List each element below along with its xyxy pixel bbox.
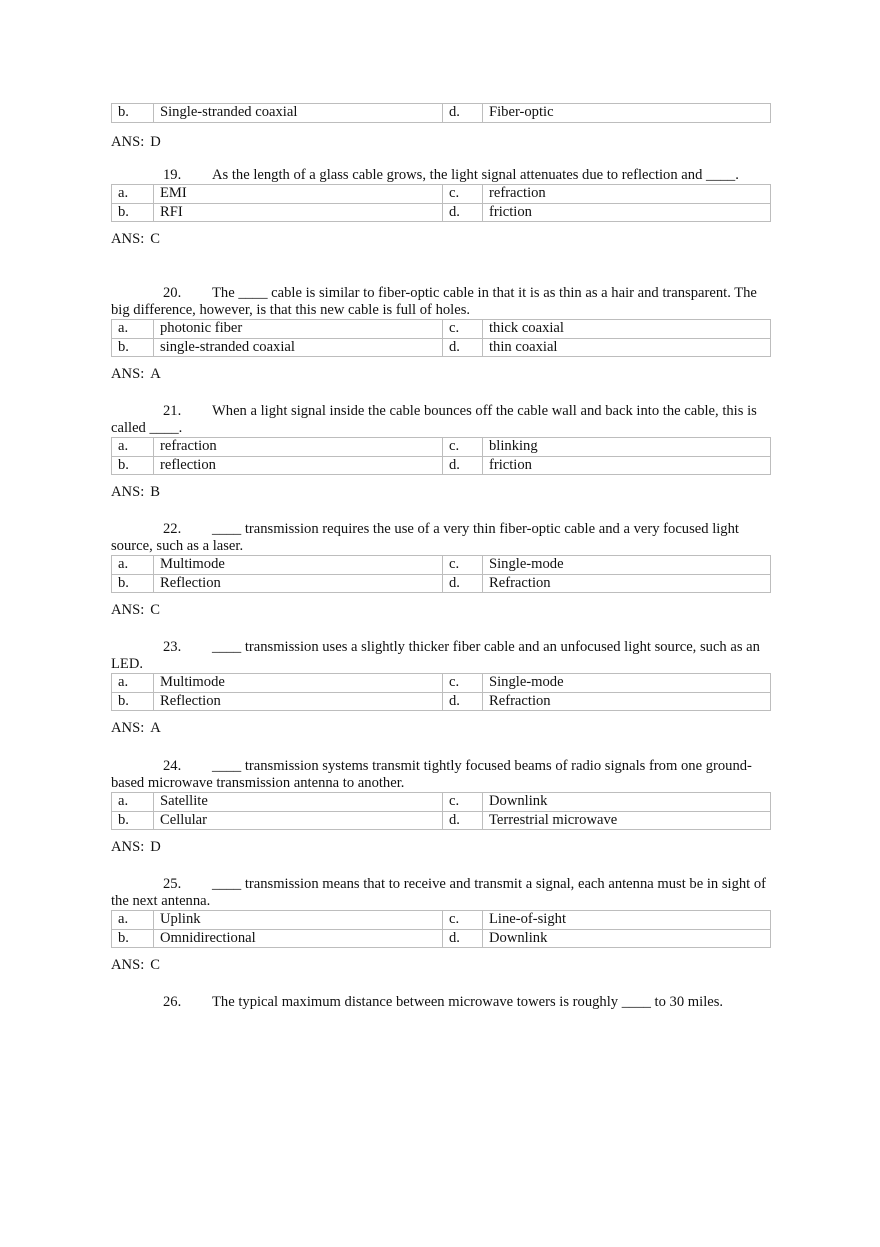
question-block <box>111 639 771 737</box>
option-letter: a. <box>112 320 154 339</box>
options-table <box>111 792 771 830</box>
question-number: 26. <box>163 994 182 1010</box>
option-text: Refraction <box>483 574 771 593</box>
option-text: RFI <box>154 203 443 222</box>
answer-label: ANS: <box>111 484 145 500</box>
options-table <box>111 319 771 357</box>
option-letter: c. <box>443 793 483 812</box>
option-letter: a. <box>112 674 154 693</box>
option-row <box>112 674 771 693</box>
question-number: 19. <box>163 167 182 183</box>
question-number: 25. <box>163 876 182 892</box>
question-block <box>111 758 771 856</box>
option-row <box>112 456 771 475</box>
option-letter: b. <box>112 338 154 357</box>
answer-value: D <box>150 133 161 150</box>
option-text: Terrestrial microwave <box>483 811 771 830</box>
option-text: Single-stranded coaxial <box>154 104 443 123</box>
option-text: Line-of-sight <box>483 911 771 930</box>
question-block <box>111 994 771 1011</box>
answer-label: ANS: <box>111 839 145 855</box>
option-letter: c. <box>443 674 483 693</box>
option-row <box>112 692 771 711</box>
option-text: Refraction <box>483 692 771 711</box>
question-text-line <box>111 285 771 319</box>
option-text: Fiber-optic <box>483 104 771 123</box>
option-letter: d. <box>443 574 483 593</box>
answer-label: ANS: <box>111 231 145 247</box>
question-text-line <box>111 876 771 910</box>
option-text: Single-mode <box>483 674 771 693</box>
answer-value: D <box>150 839 161 855</box>
answer-label: ANS: <box>111 720 145 736</box>
option-text: Single-mode <box>483 556 771 575</box>
option-row <box>112 338 771 357</box>
question-block <box>111 403 771 501</box>
option-text: Cellular <box>154 811 443 830</box>
option-text: thick coaxial <box>483 320 771 339</box>
question-number: 20. <box>163 285 182 301</box>
option-letter: d. <box>443 456 483 475</box>
option-text: blinking <box>483 438 771 457</box>
option-letter: c. <box>443 185 483 204</box>
question-text: The ____ cable is similar to fiber-optic cable in that it is as thin as a hair and transparent. The big difference, however, is that this new cable is full of holes. <box>111 285 757 318</box>
option-text: photonic fiber <box>154 320 443 339</box>
answer-value: B <box>150 484 160 500</box>
question-block <box>111 876 771 974</box>
option-text: friction <box>483 456 771 475</box>
option-letter: c. <box>443 438 483 457</box>
answer-value: C <box>150 957 160 973</box>
option-row <box>112 185 771 204</box>
option-text: Multimode <box>154 674 443 693</box>
question-text-line <box>111 639 771 673</box>
question-text-line <box>111 403 771 437</box>
answer-line <box>111 366 771 383</box>
option-letter: d. <box>443 692 483 711</box>
question-text: As the length of a glass cable grows, the light signal attenuates due to reflection and ____. <box>212 167 739 183</box>
option-row <box>112 793 771 812</box>
answer-line <box>111 134 771 151</box>
question-block <box>111 521 771 619</box>
option-letter: c. <box>443 911 483 930</box>
options-table <box>111 103 771 123</box>
question-number: 24. <box>163 758 182 774</box>
options-table <box>111 910 771 948</box>
option-text: friction <box>483 203 771 222</box>
question-text-line <box>111 521 771 555</box>
option-text: Satellite <box>154 793 443 812</box>
option-letter: c. <box>443 556 483 575</box>
answer-label: ANS: <box>111 602 145 618</box>
option-letter: b. <box>112 104 154 123</box>
option-row <box>112 203 771 222</box>
option-row <box>112 104 771 123</box>
option-letter: c. <box>443 320 483 339</box>
question-block <box>111 285 771 383</box>
options-table <box>111 184 771 222</box>
answer-label: ANS: <box>111 133 145 150</box>
option-letter: d. <box>443 338 483 357</box>
answer-value: A <box>150 366 161 382</box>
option-letter: b. <box>112 574 154 593</box>
option-text: Downlink <box>483 929 771 948</box>
question-text: ____ transmission uses a slightly thicker fiber cable and an unfocused light source, such as an LED. <box>111 639 760 672</box>
option-letter: a. <box>112 438 154 457</box>
option-text: Downlink <box>483 793 771 812</box>
answer-line <box>111 957 771 974</box>
option-row <box>112 438 771 457</box>
answer-line <box>111 484 771 501</box>
option-row <box>112 574 771 593</box>
option-letter: d. <box>443 929 483 948</box>
option-letter: d. <box>443 104 483 123</box>
option-row <box>112 811 771 830</box>
question-text: ____ transmission systems transmit tightly focused beams of radio signals from one ground-based microwave transmission antenna to another. <box>111 758 752 791</box>
answer-label: ANS: <box>111 366 145 382</box>
question-block <box>111 167 771 248</box>
answer-value: C <box>150 602 160 618</box>
answer-value: A <box>150 720 161 736</box>
options-table <box>111 437 771 475</box>
option-letter: b. <box>112 929 154 948</box>
question-text: The typical maximum distance between microwave towers is roughly ____ to 30 miles. <box>212 994 724 1010</box>
option-letter: a. <box>112 556 154 575</box>
option-row <box>112 929 771 948</box>
question-text-line <box>111 994 771 1011</box>
option-letter: d. <box>443 203 483 222</box>
answer-line <box>111 602 771 619</box>
question-number: 23. <box>163 639 182 655</box>
answer-label: ANS: <box>111 957 145 973</box>
question-text: When a light signal inside the cable bounces off the cable wall and back into the cable, this is called ____. <box>111 403 757 436</box>
option-text: Uplink <box>154 911 443 930</box>
question-text: ____ transmission requires the use of a very thin fiber-optic cable and a very focused light source, such as a laser. <box>111 521 739 554</box>
option-letter: a. <box>112 911 154 930</box>
option-row <box>112 556 771 575</box>
option-letter: a. <box>112 793 154 812</box>
option-text: thin coaxial <box>483 338 771 357</box>
option-letter: b. <box>112 692 154 711</box>
question-number: 22. <box>163 521 182 537</box>
option-text: EMI <box>154 185 443 204</box>
option-row <box>112 911 771 930</box>
option-text: reflection <box>154 456 443 475</box>
question-text-line <box>111 167 771 184</box>
option-text: Multimode <box>154 556 443 575</box>
question-number: 21. <box>163 403 182 419</box>
option-letter: b. <box>112 456 154 475</box>
question-fragment-18 <box>111 103 771 151</box>
answer-value: C <box>150 231 160 247</box>
option-text: refraction <box>154 438 443 457</box>
option-text: refraction <box>483 185 771 204</box>
option-letter: b. <box>112 811 154 830</box>
answer-line <box>111 839 771 856</box>
question-text: ____ transmission means that to receive and transmit a signal, each antenna must be in sight of the next antenna. <box>111 876 767 909</box>
answer-line <box>111 231 771 248</box>
question-text-line <box>111 758 771 792</box>
option-text: Reflection <box>154 574 443 593</box>
answer-line <box>111 720 771 737</box>
options-table <box>111 555 771 593</box>
option-text: Reflection <box>154 692 443 711</box>
option-text: single-stranded coaxial <box>154 338 443 357</box>
option-text: Omnidirectional <box>154 929 443 948</box>
option-row <box>112 320 771 339</box>
option-letter: d. <box>443 811 483 830</box>
options-table <box>111 673 771 711</box>
option-letter: b. <box>112 203 154 222</box>
option-letter: a. <box>112 185 154 204</box>
